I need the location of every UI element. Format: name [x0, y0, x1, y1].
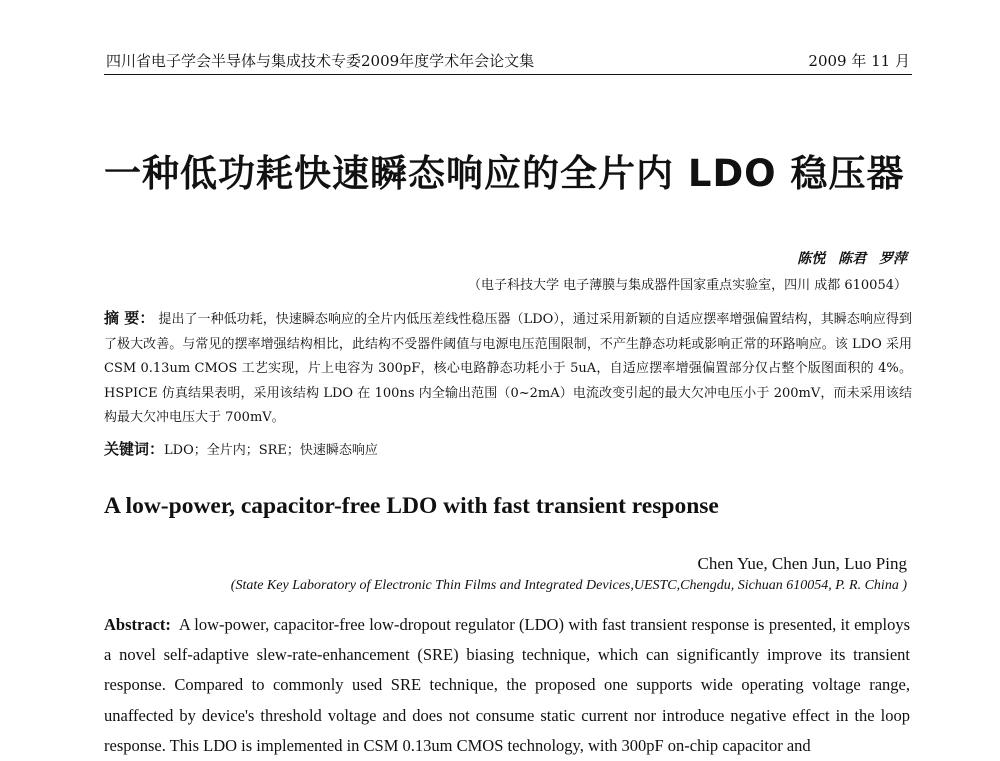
affiliation-english: (State Key Laboratory of Electronic Thin Films and Integrated Devices,UESTC,Chengdu, Sichuan 610054, P. R. China ) [230, 578, 907, 593]
abstract-chinese [104, 306, 912, 431]
proceedings-title: 四川省电子学会半导体与集成技术专委2009年度学术年会论文集 [106, 52, 535, 70]
authors-chinese: 陈悦 陈君 罗萍 [797, 251, 907, 267]
keywords-label-chinese: 关键词： [104, 440, 165, 458]
abstract-text-english: A low-power, capacitor-free low-dropout regulator (LDO) with fast transient response is presented, it employs a novel self-adaptive slew-rate-enhancement (SRE) biasing technique, which can significantly improve its transient response. Compared to commonly used SRE technique, the proposed one supports wide operating voltage range, unaffected by device's threshold voltage and does not consume static current nor introduce negative effect in the loop response. This LDO is implemented in CSM 0.13um CMOS technology, with 300pF on-chip capacitor and [104, 615, 910, 755]
keywords-text-chinese: LDO；全片内；SRE；快速瞬态响应 [164, 443, 378, 458]
running-header [104, 48, 912, 75]
keywords-chinese [104, 437, 912, 463]
proceedings-date: 2009 年 11 月 [808, 52, 910, 70]
authors-english: Chen Yue, Chen Jun, Luo Ping [697, 554, 907, 573]
paper-title-chinese: 一种低功耗快速瞬态响应的全片内 LDO 稳压器 [104, 152, 905, 195]
abstract-text-chinese: 提出了一种低功耗，快速瞬态响应的全片内低压差线性稳压器（LDO），通过采用新颖的自适应摆率增强偏置结构，其瞬态响应得到了极大改善。与常见的摆率增强结构相比，此结构不受器件阈值与电源电压范围限制，不产生静态功耗或影响正常的环路响应。该 LDO 采用 CSM 0.13um CMOS 工艺实现，片上电容为 300pF，核心电路静态功耗小于 5uA，自适应摆率增强偏置部分仅占整个版图面积的 4%。HSPICE 仿真结果表明，采用该结构 LDO 在 100ns 内全输出范围（0~2mA）电流改变引起的最大欠冲电压小于 200mV，而未采用该结构最大欠冲电压大于 700mV。 [104, 312, 912, 425]
abstract-label-english: Abstract: [104, 615, 171, 634]
affiliation-chinese: （电子科技大学 电子薄膜与集成器件国家重点实验室，四川 成都 610054） [467, 278, 907, 293]
abstract-english [104, 610, 910, 761]
paper-title-english: A low-power, capacitor-free LDO with fast transient response [104, 493, 719, 519]
abstract-label-chinese: 摘 要： [104, 309, 155, 327]
